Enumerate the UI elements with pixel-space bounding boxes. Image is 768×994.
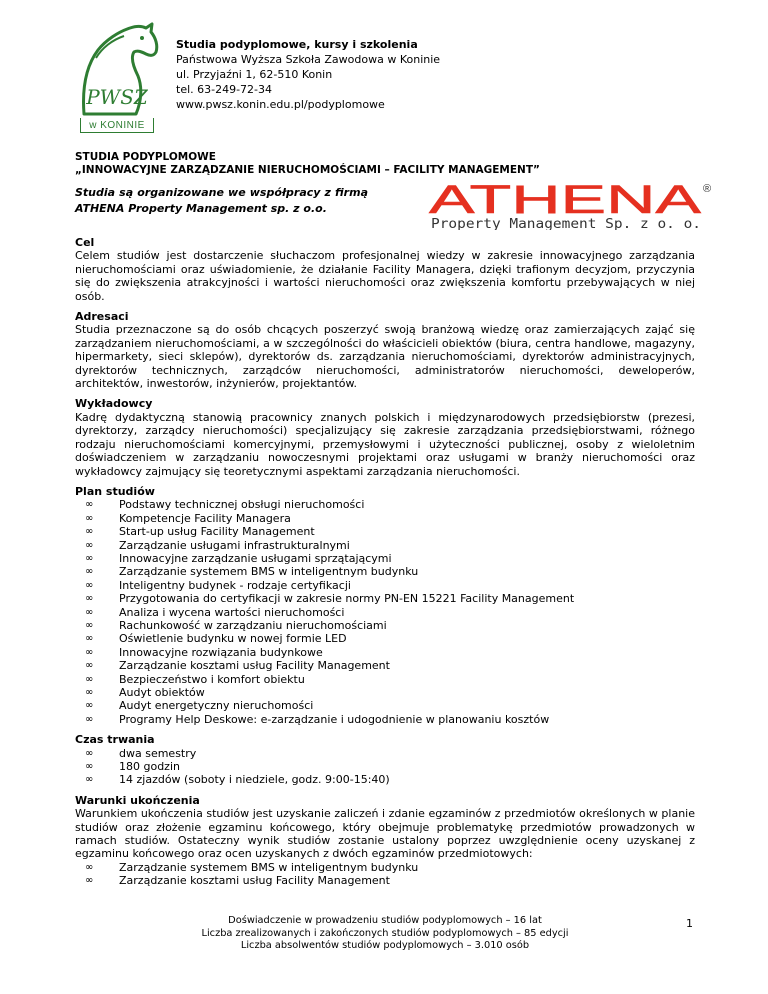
section-warunki (75, 794, 695, 888)
section-cel (75, 236, 695, 303)
header-title: Studia podyplomowe, kursy i szkolenia (176, 38, 418, 51)
section-text: Kadrę dydaktyczną stanowią pracownicy znanych polskich i międzynarodowych przedsiębiorstw (prezesi, dyrektorzy, zarządcy nieruchomości) specjalizujący się zakresie zarządzania przedsiębiorstwami, różnego rodzaju nieruchomościami komercyjnymi, przemysłowymi i użyteczności publicznej, osoby z wieloletnim doświadczeniem w zarządzaniu nowoczesnymi projektami oraz usługami w branży nieruchomości oraz wykładowcy zajmujący się teoretycznymi aspektami zarządzania nieruchomości. (75, 410, 695, 478)
infinity-bullet-icon: ∞ (85, 593, 94, 605)
list-item: ∞ Zarządzanie kosztami usług Facility Management (85, 659, 390, 673)
infinity-bullet-icon: ∞ (85, 552, 94, 564)
title-line-2: „INNOWACYJNE ZARZĄDZANIE NIERUCHOMOŚCIAMI – FACILITY MANAGEMENT” (75, 164, 540, 176)
list-item: ∞ Kompetencje Facility Managera (85, 511, 291, 525)
section-plan (75, 485, 695, 726)
infinity-bullet-icon: ∞ (85, 579, 94, 591)
header-website[interactable]: www.pwsz.konin.edu.pl/podyplomowe (176, 98, 385, 111)
list-item: ∞ 180 godzin (85, 760, 180, 774)
list-item: ∞ Audyt obiektów (85, 686, 205, 699)
athena-logo (427, 180, 717, 230)
document-title (75, 151, 540, 177)
title-line-1: STUDIA PODYPLOMOWE (75, 151, 216, 163)
infinity-bullet-icon: ∞ (85, 526, 94, 538)
cooperation-note: Studia są organizowane we współpracy z firmą ATHENA Property Management sp. z o.o. (75, 186, 368, 215)
list-item: ∞ Inteligentny budynek - rodzaje certyfikacji (85, 578, 351, 592)
footer-line-2: Liczba zrealizowanych i zakończonych studiów podyplomowych – 85 edycji (201, 927, 569, 939)
list-item: ∞ Analiza i wycena wartości nieruchomości (85, 605, 345, 619)
main-content (75, 236, 695, 895)
warunki-list (75, 861, 695, 888)
infinity-bullet-icon: ∞ (85, 700, 94, 712)
section-heading: Adresaci (75, 310, 129, 324)
infinity-bullet-icon: ∞ (85, 713, 94, 725)
list-item: ∞ Zarządzanie kosztami usług Facility Management (85, 874, 390, 888)
header-school: Państwowa Wyższa Szkoła Zawodowa w Koninie (176, 53, 441, 66)
pwsz-logo-mark: PWSZ (86, 85, 148, 109)
list-item: ∞ Audyt energetyczny nieruchomości (85, 699, 314, 713)
infinity-bullet-icon: ∞ (85, 539, 94, 551)
czas-list (75, 747, 695, 787)
registered-mark: ® (703, 183, 712, 195)
infinity-bullet-icon: ∞ (85, 774, 94, 786)
infinity-bullet-icon: ∞ (85, 861, 94, 873)
list-item: ∞ Rachunkowość w zarządzaniu nieruchomościami (85, 618, 387, 632)
section-heading: Warunki ukończenia (75, 793, 200, 807)
section-adresaci (75, 310, 695, 390)
infinity-bullet-icon: ∞ (85, 673, 94, 685)
header-address: ul. Przyjaźni 1, 62-510 Konin (176, 68, 333, 81)
infinity-bullet-icon: ∞ (85, 566, 94, 578)
infinity-bullet-icon: ∞ (85, 512, 94, 524)
list-item: ∞ Zarządzanie usługami infrastrukturalnymi (85, 538, 350, 552)
page-number: 1 (686, 917, 693, 930)
infinity-bullet-icon: ∞ (85, 633, 94, 645)
list-item: ∞ Bezpieczeństwo i komfort obiektu (85, 672, 305, 686)
list-item: ∞ Programy Help Deskowe: e-zarządzanie i udogodnienie w planowaniu kosztów (85, 712, 550, 726)
infinity-bullet-icon: ∞ (85, 660, 94, 672)
footer-line-3: Liczba absolwentów studiów podyplomowych – 3.010 osób (240, 940, 530, 951)
infinity-bullet-icon: ∞ (85, 761, 94, 773)
section-heading: Plan studiów (75, 484, 155, 498)
list-item: ∞ Zarządzanie systemem BMS w inteligentnym budynku (85, 860, 419, 874)
list-item: ∞ Oświetlenie budynku w nowej formie LED (85, 632, 347, 646)
list-item: ∞ 14 zjazdów (soboty i niedziele, godz. 9:00-15:40) (85, 773, 390, 787)
footer-line-1: Doświadczenie w prowadzeniu studiów podyplomowych – 16 lat (228, 915, 542, 926)
infinity-bullet-icon: ∞ (85, 687, 94, 698)
infinity-bullet-icon: ∞ (85, 875, 94, 887)
section-heading: Czas trwania (75, 733, 155, 747)
infinity-bullet-icon: ∞ (85, 619, 94, 631)
infinity-bullet-icon: ∞ (85, 606, 94, 618)
logo-caption: w KONINIE (89, 119, 145, 131)
plan-list (75, 498, 695, 726)
pwsz-horse-logo (72, 18, 162, 130)
section-heading: Wykładowcy (75, 397, 153, 411)
section-czas (75, 733, 695, 787)
list-item: ∞ Innowacyjne zarządzanie usługami sprzątającymi (85, 551, 392, 565)
infinity-bullet-icon: ∞ (85, 747, 94, 759)
section-wykladowcy (75, 397, 695, 477)
list-item: ∞ Innowacyjne rozwiązania budynkowe (85, 645, 323, 659)
list-item: ∞ Start-up usług Facility Management (85, 525, 315, 539)
section-heading: Cel (75, 236, 95, 249)
header-phone: tel. 63-249-72-34 (176, 83, 273, 96)
list-item: ∞ Przygotowania do certyfikacji w zakresie normy PN-EN 15221 Facility Management (85, 592, 575, 606)
list-item: ∞ Podstawy technicznej obsługi nieruchomości (85, 498, 365, 512)
section-text: Celem studiów jest dostarczenie słuchaczom profesjonalnej wiedzy w zakresie innowacyjnego zarządzania nieruchomościami oraz uświadomienie, że działanie Facility Managera, dzięki trafionym decyzjom, przyczynia się do zwiększenia atrakcyjności i wartości nieruchomości oraz zwiększenia komfortu przebywających w niej osób. (75, 249, 695, 303)
section-text: Warunkiem ukończenia studiów jest uzyskanie zaliczeń i zdanie egzaminów z przedmiotów określonych w planie studiów oraz złożenie egzaminu końcowego, który obejmuje problematykę przedmiotów prowadzonych w ramach studiów. Ostateczny wynik studiów zostanie ustalony poprzez uwzględnienie oceny uzyskanej z egzaminu końcowego oraz ocen uzyskanych z dwóch egzaminów przedmiotowych: (75, 807, 695, 861)
logo-caption-box (80, 118, 154, 133)
footer (160, 915, 610, 953)
athena-logo-name: ATHENA (429, 180, 702, 222)
header-contact (176, 37, 440, 112)
infinity-bullet-icon: ∞ (85, 646, 94, 658)
list-item: ∞ Zarządzanie systemem BMS w inteligentnym budynku (85, 565, 419, 579)
infinity-bullet-icon: ∞ (85, 499, 94, 511)
section-text: Studia przeznaczone są do osób chcących poszerzyć swoją branżową wiedzę oraz zamierzających zająć się zarządzaniem nieruchomościami, a w szczególności do właścicieli obiektów (biura, centra handlowe, magazyny, hipermarkety, sieci sklepów), dyrektorów ds. zarządzania nieruchomościami, dyrektorów administracyjnych, dyrektorów technicznych, zarządców nieruchomości, administratorów nieruchomości, deweloperów, architektów, inwestorów, inżynierów, projektantów. (75, 323, 695, 391)
list-item: ∞ dwa semestry (85, 746, 197, 760)
athena-logo-subtitle: Property Management Sp. z o. o. (431, 217, 701, 230)
